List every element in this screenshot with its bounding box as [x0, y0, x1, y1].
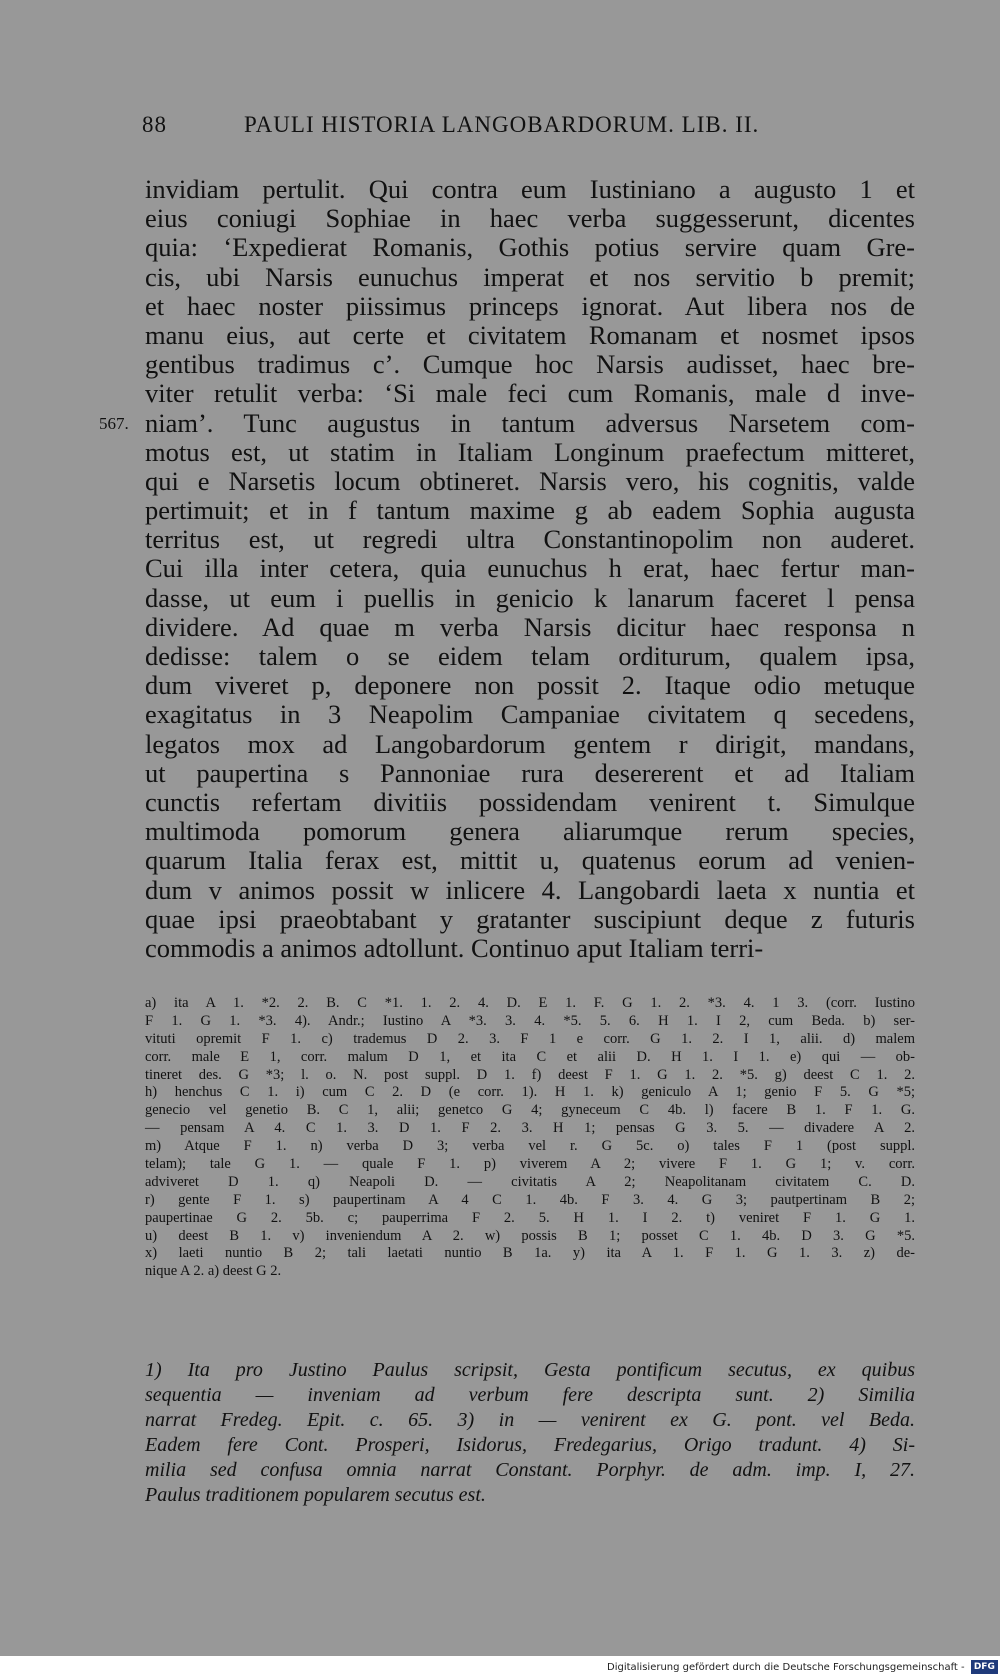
digitization-footer — [607, 1660, 998, 1676]
text-line: pertimuit; et in f tantum maxime g ab eadem Sophia augusta — [145, 495, 915, 526]
apparatus-line: x) laeti nuntio B 2; tali laetati nuntio B 1a. y) ita A 1. F 1. G 1. 3. z) de- — [145, 1245, 915, 1262]
apparatus-line: paupertinae G 2. 5b. c; pauperrima F 2. 5. H 1. I 2. t) veniret F 1. G 1. — [145, 1209, 915, 1226]
text-line: viter retulit verba: ‘Si male feci cum Romanis, male d inve- — [145, 378, 915, 409]
apparatus-line: a) ita A 1. *2. 2. B. C *1. 1. 2. 4. D. E 1. F. G 1. 2. *3. 4. 1 3. (corr. Iustino — [145, 995, 915, 1011]
apparatus-line: genecio vel genetio B. C 1, alii; genetco G 4; gyneceum C 4b. l) facere B 1. F 1. G. — [145, 1102, 915, 1119]
text-line: commodis a animos adtollunt. Continuo aput Italiam terri- — [145, 932, 764, 963]
main-text-block — [99, 174, 915, 963]
apparatus-line: h) henchus C 1. i) cum C 2. D (e corr. 1). H 1. k) geniculo A 1; genio F 5. G *5; — [145, 1084, 915, 1101]
apparatus-line: m) Atque F 1. n) verba D 3; verba vel r. G 5c. o) tales F 1 (post suppl. — [145, 1138, 915, 1155]
apparatus-line: adviveret D 1. q) Neapoli D. — civitatis A 2; Neapolitanam civitatem C. D. — [145, 1173, 915, 1190]
running-title: PAULI HISTORIA LANGOBARDORUM. LIB. II. — [244, 112, 760, 137]
apparatus-line: nique A 2. a) deest G 2. — [145, 1263, 282, 1280]
apparatus-line: telam); tale G 1. — quale F 1. p) viverem A 2; vivere F 1. G 1; v. corr. — [145, 1156, 915, 1173]
margin-number: 567. — [99, 413, 129, 433]
text-line: qui e Narsetis locum obtineret. Narsis vero, his cognitis, valde — [145, 465, 915, 496]
text-line: invidiam pertulit. Qui contra eum Iustiniano a augusto 1 et — [145, 174, 915, 204]
text-line: quia: ‘Expedierat Romanis, Gothis potius servire quam Gre- — [145, 232, 915, 263]
dfg-logo: DFG — [971, 1660, 998, 1674]
apparatus-line: — pensam A 4. C 1. 3. D 1. F 2. 3. H 1; pensas G 3. 5. — divadere A 2. — [145, 1120, 915, 1137]
footer-text: Digitalisierung gefördert durch die Deutsche Forschungsgemeinschaft - — [607, 1662, 965, 1673]
text-line: Cui illa inter cetera, quia eunuchus h erat, haec fertur man- — [145, 553, 915, 584]
text-line: quae ipsi praeobtabant y gratanter suscipiunt deque z futuris — [145, 903, 915, 934]
text-line: ut paupertina s Pannoniae rura desererent et ad Italiam — [145, 757, 915, 788]
note-line: milia sed confusa omnia narrat Constant. Porphyr. de adm. imp. I, 27. — [145, 1459, 915, 1481]
note-line: sequentia — inveniam ad verbum fere descripta sunt. 2) Similia — [145, 1384, 915, 1406]
apparatus-line: r) gente F 1. s) paupertinam A 4 C 1. 4b. F 3. 4. G 3; pautpertinam B 2; — [145, 1191, 915, 1208]
note-line: Paulus traditionem popularem secutus est. — [145, 1484, 486, 1506]
text-line: cunctis refertam divitiis possidendam venirent t. Simulque — [145, 786, 915, 817]
note-line: Eadem fere Cont. Prosperi, Isidorus, Fredegarius, Origo tradunt. 4) Si- — [145, 1434, 915, 1456]
text-line: dum viveret p, deponere non possit 2. Itaque odio metuque — [145, 670, 915, 701]
critical-apparatus — [145, 995, 915, 1281]
text-line: et haec noster piissimus princeps ignorat. Aut libera nos de — [145, 290, 915, 321]
note-line: narrat Fredeg. Epit. c. 65. 3) in — venirent ex G. pont. vel Beda. — [145, 1409, 915, 1431]
page-number: 88 — [142, 112, 167, 137]
text-line: niam’. Tunc augustus in tantum adversus Narsetem com- 567. — [99, 407, 915, 438]
text-line: cis, ubi Narsis eunuchus imperat et nos servitio b premit; — [145, 261, 915, 292]
text-line: legatos mox ad Langobardorum gentem r dirigit, mandans, — [145, 728, 915, 759]
text-line: quarum Italia ferax est, mittit u, quatenus eorum ad venien- — [145, 845, 915, 876]
apparatus-line: F 1. G 1. *3. 4). Andr.; Iustino A *3. 3. 4. *5. 5. 6. H 1. I 2, cum Beda. b) ser- — [145, 1012, 915, 1029]
text-line: territus est, ut regredi ultra Constantinopolim non auderet. — [145, 524, 915, 555]
footnotes — [145, 1358, 915, 1508]
text-line: gentibus tradimus c’. Cumque hoc Narsis audisset, haec bre- — [145, 349, 915, 380]
text-line: eius coniugi Sophiae in haec verba suggesserunt, dicentes — [145, 203, 915, 234]
text-line: manu eius, aut certe et civitatem Romanam et nosmet ipsos — [145, 319, 915, 350]
text-line: dedisse: talem o se eidem telam orditurum, qualem ipsa, — [145, 641, 915, 671]
apparatus-line: corr. male E 1, corr. malum D 1, et ita C et alii D. H 1. I 1. e) qui — ob- — [145, 1048, 915, 1065]
apparatus-line: tineret des. G *3; l. o. N. post suppl. D 1. f) deest F 1. G 1. 2. *5. g) deest C 1. 2. — [145, 1066, 915, 1083]
text-line: dasse, ut eum i puellis in genicio k lanarum faceret l pensa — [145, 582, 915, 613]
text-line: multimoda pomorum genera aliarumque rerum species, — [145, 816, 915, 847]
apparatus-line: vituti opremit F 1. c) trademus D 2. 3. F 1 e corr. G 1. 2. I 1, alii. d) malem — [145, 1030, 915, 1047]
text-line: motus est, ut statim in Italiam Longinum praefectum mitteret, — [145, 436, 915, 467]
text-line: dum v animos possit w inlicere 4. Langobardi laeta x nuntia et — [145, 874, 915, 905]
text-line: dividere. Ad quae m verba Narsis dicitur haec responsa n — [145, 611, 915, 642]
text-line: exagitatus in 3 Neapolim Campaniae civitatem q secedens, — [145, 699, 915, 730]
apparatus-line: u) deest B 1. v) inveniendum A 2. w) possis B 1; posset C 1. 4b. D 3. G *5. — [145, 1227, 915, 1244]
note-line: 1) Ita pro Justino Paulus scripsit, Gesta pontificum secutus, ex quibus — [145, 1359, 915, 1381]
